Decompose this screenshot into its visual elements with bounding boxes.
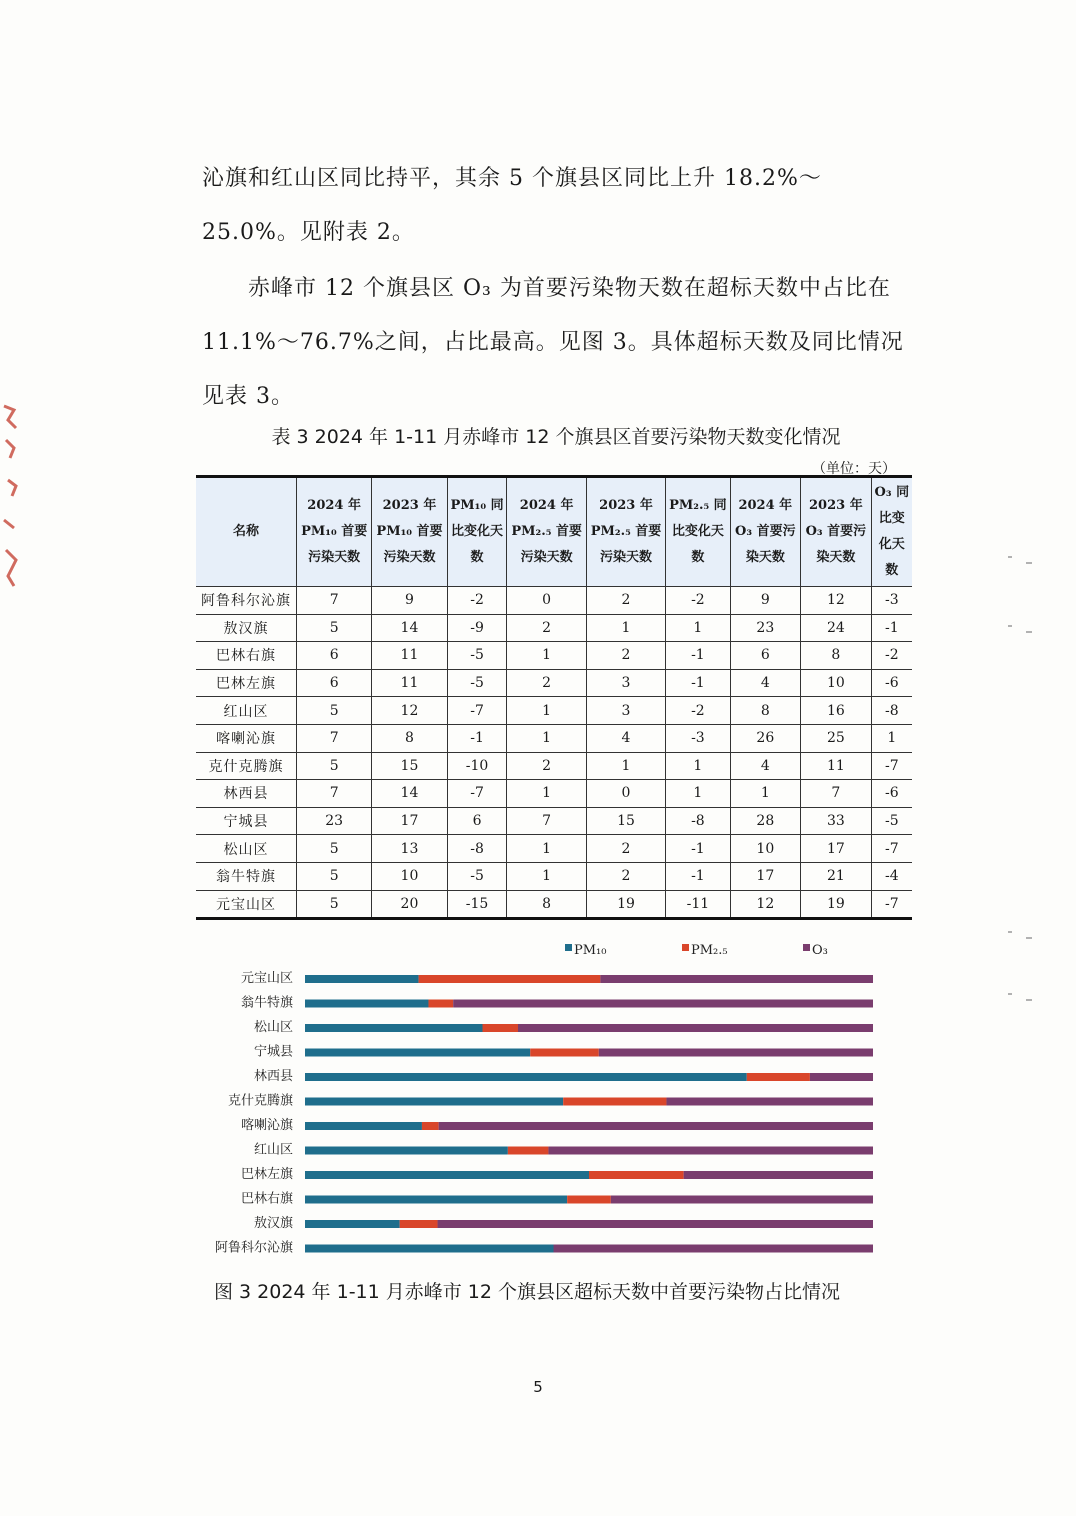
bar-segment (600, 975, 873, 983)
category-label: 翁牛特旗 (240, 995, 293, 1011)
cell-pm10-2024: 5 (297, 835, 372, 863)
cell-o3-change: -6 (871, 669, 912, 697)
cell-pm25-2024: 7 (507, 807, 586, 835)
cell-o3-2024: 26 (730, 724, 801, 752)
cell-o3-change: -5 (871, 807, 912, 835)
cell-pm10-2023: 8 (372, 724, 447, 752)
edge-scan-mark (1006, 553, 1036, 567)
bar-segment (305, 975, 419, 983)
bar-segment (508, 1147, 549, 1155)
cell-o3-change: -8 (871, 697, 912, 725)
cell-o3-2023: 7 (801, 780, 872, 808)
cell-pm10-2023: 9 (372, 587, 447, 615)
bar-segment (483, 1024, 519, 1032)
cell-pm25-2024: 0 (507, 587, 586, 615)
cell-pm25-2024: 1 (507, 697, 586, 725)
bar-segment (666, 1098, 873, 1106)
cell-name: 翁牛特旗 (196, 862, 297, 890)
cell-pm10-2024: 5 (297, 862, 372, 890)
cell-pm25-change: -1 (666, 669, 730, 697)
cell-o3-2024: 4 (730, 752, 801, 780)
header-name: 名称 (196, 477, 297, 587)
cell-o3-change: -3 (871, 587, 912, 615)
bar-segment (305, 1122, 422, 1130)
cell-pm25-2023: 0 (586, 780, 665, 808)
cell-o3-2023: 8 (801, 642, 872, 670)
header-o3-2023: 2023 年 O₃ 首要污染天数 (801, 477, 872, 587)
cell-name: 喀喇沁旗 (196, 724, 297, 752)
bar-segment (563, 1098, 666, 1106)
table-row (196, 669, 912, 697)
category-label: 巴林左旗 (240, 1167, 293, 1182)
legend-swatch (803, 944, 810, 951)
bar-segment (554, 1245, 874, 1253)
cell-pm25-2023: 4 (586, 724, 665, 752)
cell-pm10-2023: 14 (372, 614, 447, 642)
cell-pm10-change: -8 (447, 835, 507, 863)
chart-caption: 图 3 2024 年 1-11 月赤峰市 12 个旗县区超标天数中首要污染物占比情况 (214, 1281, 841, 1303)
category-label: 松山区 (253, 1020, 293, 1035)
legend-label: O₃ (812, 943, 828, 958)
cell-pm25-change: -1 (666, 642, 730, 670)
cell-pm25-2024: 1 (507, 862, 586, 890)
cell-pm25-change: 1 (666, 614, 730, 642)
cell-pm10-2023: 11 (372, 669, 447, 697)
table-row (196, 835, 912, 863)
cell-pm10-change: 6 (447, 807, 507, 835)
cell-o3-2024: 28 (730, 807, 801, 835)
header-pm10-2024: 2024 年 PM₁₀ 首要污染天数 (297, 477, 372, 587)
cell-pm10-change: -9 (447, 614, 507, 642)
cell-pm25-2023: 1 (586, 752, 665, 780)
cell-pm25-change: 1 (666, 780, 730, 808)
cell-pm10-change: -5 (447, 642, 507, 670)
cell-name: 元宝山区 (196, 890, 297, 919)
bar-segment (611, 1196, 873, 1204)
cell-pm25-change: -1 (666, 862, 730, 890)
cell-pm10-change: -15 (447, 890, 507, 919)
table-row (196, 614, 912, 642)
bar-segment (305, 1073, 747, 1081)
cell-o3-2023: 11 (801, 752, 872, 780)
cell-o3-change: -7 (871, 835, 912, 863)
cell-o3-change: -7 (871, 890, 912, 919)
cell-pm25-2023: 15 (586, 807, 665, 835)
bar-segment (305, 1196, 567, 1204)
table-row (196, 697, 912, 725)
header-o3-2024: 2024 年 O₃ 首要污染天数 (730, 477, 801, 587)
legend-item (565, 943, 606, 958)
cell-pm25-2024: 1 (507, 724, 586, 752)
bar-segment (453, 1000, 873, 1008)
bar-segment (305, 1245, 554, 1253)
table-row (196, 724, 912, 752)
header-pm25-2024: 2024 年 PM₂.₅ 首要污染天数 (507, 477, 586, 587)
cell-pm25-2023: 19 (586, 890, 665, 919)
cell-pm25-change: -8 (666, 807, 730, 835)
cell-name: 敖汉旗 (196, 614, 297, 642)
cell-pm10-2023: 13 (372, 835, 447, 863)
cell-pm25-2023: 2 (586, 835, 665, 863)
bar-segment (439, 1122, 873, 1130)
bar-segment (305, 1171, 589, 1179)
cell-name: 克什克腾旗 (196, 752, 297, 780)
cell-o3-2024: 23 (730, 614, 801, 642)
bar-segment (518, 1024, 873, 1032)
cell-o3-2023: 33 (801, 807, 872, 835)
cell-pm10-2024: 7 (297, 724, 372, 752)
bar-segment (599, 1049, 873, 1057)
cell-pm25-change: -1 (666, 835, 730, 863)
table-title: 表 3 2024 年 1-11 月赤峰市 12 个旗县区首要污染物天数变化情况 (271, 426, 841, 448)
category-label: 敖汉旗 (253, 1216, 293, 1231)
cell-pm10-2024: 5 (297, 752, 372, 780)
cell-name: 红山区 (196, 697, 297, 725)
cell-o3-2023: 19 (801, 890, 872, 919)
cell-pm25-change: -3 (666, 724, 730, 752)
cell-pm10-2024: 5 (297, 697, 372, 725)
header-pm25-2023: 2023 年 PM₂.₅ 首要污染天数 (586, 477, 665, 587)
red-stamp-mark (0, 400, 22, 590)
cell-pm10-change: -10 (447, 752, 507, 780)
cell-pm25-2024: 2 (507, 669, 586, 697)
cell-pm25-change: 1 (666, 752, 730, 780)
cell-pm10-2024: 6 (297, 669, 372, 697)
cell-pm25-2023: 1 (586, 614, 665, 642)
edge-scan-mark (1006, 928, 1036, 942)
edge-scan-mark (1006, 990, 1036, 1004)
cell-o3-2024: 6 (730, 642, 801, 670)
cell-pm10-change: -5 (447, 669, 507, 697)
cell-o3-2024: 8 (730, 697, 801, 725)
cell-pm10-2024: 6 (297, 642, 372, 670)
cell-pm25-2024: 1 (507, 780, 586, 808)
cell-pm10-2023: 11 (372, 642, 447, 670)
pollutant-days-table (196, 475, 912, 920)
paragraph-o3-share: 赤峰市 12 个旗县区 O₃ 为首要污染物天数在超标天数中占比在 11.1%～76.7%之间，占比最高。见图 3。具体超标天数及同比情况见表 3。 (202, 276, 904, 409)
cell-o3-2023: 21 (801, 862, 872, 890)
legend-item (682, 943, 728, 958)
cell-name: 巴林左旗 (196, 669, 297, 697)
cell-o3-2023: 16 (801, 697, 872, 725)
cell-pm10-2023: 14 (372, 780, 447, 808)
cell-pm10-2023: 12 (372, 697, 447, 725)
cell-pm25-change: -2 (666, 697, 730, 725)
header-pm25-change: PM₂.₅ 同比变化天数 (666, 477, 730, 587)
cell-o3-change: -6 (871, 780, 912, 808)
table-unit: （单位：天） (812, 461, 896, 477)
table-row (196, 587, 912, 615)
category-label: 喀喇沁旗 (240, 1118, 293, 1133)
bar-segment (419, 975, 601, 983)
bar-segment (305, 1147, 508, 1155)
bar-segment (530, 1049, 599, 1057)
paragraph-comparison: 沁旗和红山区同比持平，其余 5 个旗县区同比上升 18.2%～25.0%。见附表 2。 (202, 166, 822, 245)
table-row (196, 752, 912, 780)
legend-swatch (565, 944, 572, 951)
bar-segment (305, 1049, 530, 1057)
bar-segment (305, 1098, 563, 1106)
cell-pm25-2023: 3 (586, 697, 665, 725)
legend-label: PM₁₀ (574, 943, 607, 958)
cell-pm10-2024: 7 (297, 780, 372, 808)
cell-pm25-2024: 8 (507, 890, 586, 919)
cell-o3-change: -4 (871, 862, 912, 890)
cell-name: 巴林右旗 (196, 642, 297, 670)
bar-segment (422, 1122, 439, 1130)
cell-pm10-2023: 17 (372, 807, 447, 835)
category-label: 巴林右旗 (240, 1191, 293, 1207)
cell-name: 松山区 (196, 835, 297, 863)
cell-pm25-2024: 1 (507, 835, 586, 863)
cell-pm10-change: -7 (447, 780, 507, 808)
table-row (196, 890, 912, 919)
cell-pm25-2024: 1 (507, 642, 586, 670)
edge-scan-mark (1006, 622, 1036, 636)
cell-o3-2023: 10 (801, 669, 872, 697)
cell-pm25-2023: 2 (586, 587, 665, 615)
cell-pm10-2024: 5 (297, 614, 372, 642)
cell-o3-2024: 17 (730, 862, 801, 890)
cell-name: 林西县 (196, 780, 297, 808)
cell-pm25-2023: 2 (586, 642, 665, 670)
legend-swatch (682, 944, 689, 951)
cell-pm10-2024: 7 (297, 587, 372, 615)
bar-segment (810, 1073, 873, 1081)
table-row (196, 780, 912, 808)
cell-o3-change: -2 (871, 642, 912, 670)
bar-segment (305, 1220, 400, 1228)
cell-o3-change: 1 (871, 724, 912, 752)
cell-pm10-2024: 23 (297, 807, 372, 835)
category-label: 宁城县 (253, 1044, 293, 1060)
chart-svg (200, 935, 900, 1265)
bar-segment (567, 1196, 611, 1204)
cell-o3-2024: 10 (730, 835, 801, 863)
cell-pm10-2023: 15 (372, 752, 447, 780)
table-row (196, 862, 912, 890)
cell-o3-2023: 12 (801, 587, 872, 615)
bar-segment (438, 1220, 873, 1228)
header-o3-change: O₃ 同比变化天数 (871, 477, 912, 587)
category-label: 克什克腾旗 (227, 1093, 293, 1109)
bar-segment (589, 1171, 684, 1179)
cell-pm25-2024: 2 (507, 614, 586, 642)
header-pm10-change: PM₁₀ 同比变化天数 (447, 477, 507, 587)
cell-pm10-2024: 5 (297, 890, 372, 919)
bar-segment (548, 1147, 873, 1155)
cell-pm10-change: -5 (447, 862, 507, 890)
bar-segment (305, 1024, 483, 1032)
cell-o3-2023: 25 (801, 724, 872, 752)
table-header-row (196, 477, 912, 587)
cell-o3-2023: 24 (801, 614, 872, 642)
cell-o3-2023: 17 (801, 835, 872, 863)
bar-segment (305, 1000, 428, 1008)
category-label: 阿鲁科尔沁旗 (214, 1240, 293, 1256)
cell-pm25-2023: 2 (586, 862, 665, 890)
cell-pm10-2023: 10 (372, 862, 447, 890)
header-pm10-2023: 2023 年 PM₁₀ 首要污染天数 (372, 477, 447, 587)
table-row (196, 807, 912, 835)
pollutant-share-chart (200, 935, 900, 1265)
page-number: 5 (533, 1378, 543, 1396)
cell-pm10-2023: 20 (372, 890, 447, 919)
bar-segment (400, 1220, 438, 1228)
category-label: 红山区 (253, 1142, 293, 1158)
cell-name: 阿鲁科尔沁旗 (196, 587, 297, 615)
cell-o3-2024: 4 (730, 669, 801, 697)
cell-pm25-2023: 3 (586, 669, 665, 697)
bar-segment (428, 1000, 453, 1008)
cell-name: 宁城县 (196, 807, 297, 835)
cell-pm10-change: -7 (447, 697, 507, 725)
legend-item (803, 943, 828, 958)
legend-label: PM₂.₅ (691, 943, 728, 958)
cell-o3-2024: 1 (730, 780, 801, 808)
cell-pm25-2024: 2 (507, 752, 586, 780)
table-body (196, 587, 912, 919)
cell-pm10-change: -1 (447, 724, 507, 752)
cell-o3-2024: 9 (730, 587, 801, 615)
cell-o3-change: -1 (871, 614, 912, 642)
cell-pm10-change: -2 (447, 587, 507, 615)
category-label: 元宝山区 (240, 971, 293, 986)
cell-pm25-change: -11 (666, 890, 730, 919)
cell-o3-change: -7 (871, 752, 912, 780)
cell-o3-2024: 12 (730, 890, 801, 919)
cell-pm25-change: -2 (666, 587, 730, 615)
category-label: 林西县 (253, 1069, 293, 1084)
bar-segment (747, 1073, 810, 1081)
table-row (196, 642, 912, 670)
bar-segment (684, 1171, 873, 1179)
